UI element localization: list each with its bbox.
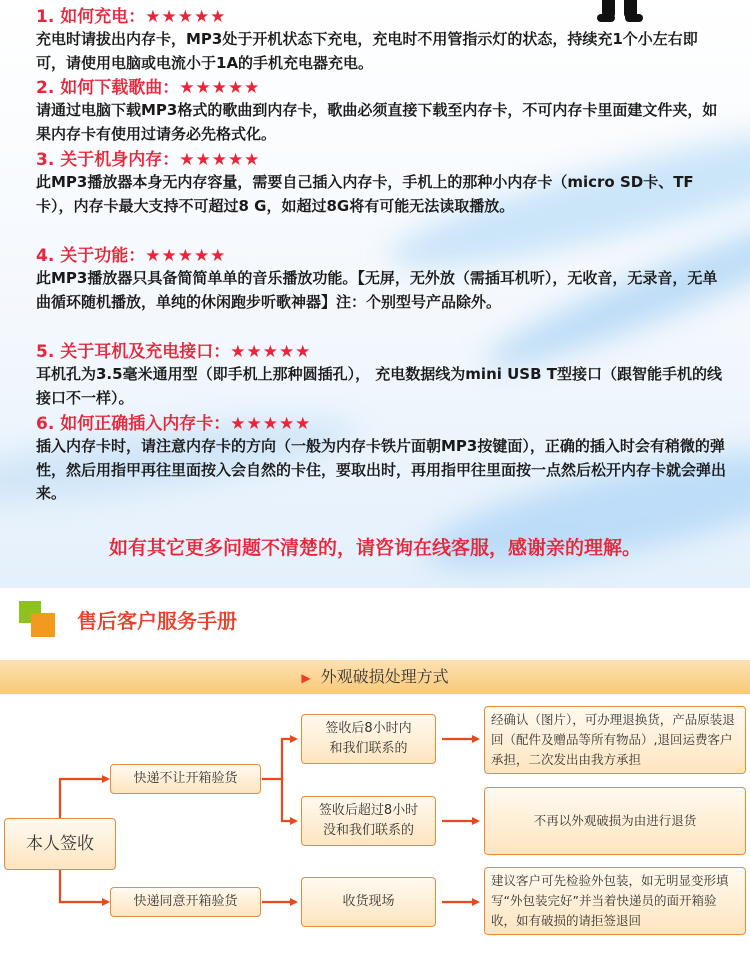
damage-handling-banner bbox=[0, 660, 750, 694]
result-no-return-box: 不再以外观破损为由进行退货 bbox=[484, 787, 746, 855]
rating-stars: ★★★★★ bbox=[145, 7, 227, 27]
result-return-box: 经确认（图片），可办理退换货，产品原装退回（配件及赠品等所有物品）,退回运费客户承担，二次发出由我方承担 bbox=[484, 706, 746, 774]
connector-arrow bbox=[60, 870, 108, 902]
faq-question: 2. 如何下载歌曲：★★★★★ bbox=[36, 78, 261, 98]
over-8h-box: 签收后超过8小时 没和我们联系的 bbox=[301, 796, 436, 846]
faq-answer: 此MP3播放器只具备简简单单的音乐播放功能。【无屏，无外放（需插耳机听），无收音，无录音，无单曲循环随机播放，单纯的休闲跑步听歌神器】注：个别型号产品除外。 bbox=[36, 269, 718, 311]
faq-item bbox=[36, 77, 726, 146]
open-inspection-box: 快递同意开箱验货 bbox=[110, 887, 261, 917]
triangle-right-icon: ▶ bbox=[301, 671, 311, 685]
faq-question: 1. 如何充电：★★★★★ bbox=[36, 7, 227, 27]
faq-answer: 请通过电脑下载MP3格式的歌曲到内存卡，歌曲必须直接下载至内存卡，不可内存卡里面建文件夹，如果内存卡有使用过请务必先格式化。 bbox=[36, 101, 718, 143]
no-open-inspection-box: 快递不让开箱验货 bbox=[110, 764, 261, 794]
faq-item bbox=[36, 245, 726, 314]
faq-answer: 此MP3播放器本身无内存容量，需要自己插入内存卡，手机上的那种小内存卡（micro SD卡、TF卡），内存卡最大支持不可超过8 G，如超过8G将有可能无法读取播放。 bbox=[36, 173, 694, 215]
rating-stars: ★★★★★ bbox=[179, 78, 261, 98]
within-8h-box: 签收后8小时内 和我们联系的 bbox=[301, 714, 436, 764]
faq-question: 4. 关于功能：★★★★★ bbox=[36, 246, 227, 266]
result-advice-box: 建议客户可先检验外包装，如无明显变形填写“外包装完好”并当着快递员的面开箱验收，如有破损的请拒签退回 bbox=[484, 867, 746, 935]
section-title: 售后客户服务手册 bbox=[77, 609, 237, 633]
faq-answer: 充电时请拔出内存卡，MP3处于开机状态下充电，充电时不用管指示灯的状态，持续充1个小左右即可，请使用电脑或电流小于1A的手机充电器充电。 bbox=[36, 30, 698, 72]
rating-stars: ★★★★★ bbox=[179, 150, 261, 170]
faq-answer: 耳机孔为3.5毫米通用型（即手机上那种圆插孔）， 充电数据线为mini USB T型接口（跟智能手机的线接口不一样）。 bbox=[36, 365, 722, 407]
rating-stars: ★★★★★ bbox=[230, 414, 312, 434]
faq-question: 3. 关于机身内存：★★★★★ bbox=[36, 150, 261, 170]
faq-item bbox=[36, 149, 726, 218]
receive-scene-box: 收货现场 bbox=[301, 877, 436, 927]
banner-label: 外观破损处理方式 bbox=[320, 667, 449, 686]
connector-arrow bbox=[60, 779, 108, 818]
closing-note: 如有其它更多问题不清楚的，请咨询在线客服，感谢亲的理解。 bbox=[108, 537, 641, 559]
service-header bbox=[0, 588, 750, 658]
rating-stars: ★★★★★ bbox=[145, 246, 227, 266]
root-signed-box: 本人签收 bbox=[4, 818, 116, 870]
connector-arrow bbox=[282, 779, 296, 821]
rating-stars: ★★★★★ bbox=[230, 342, 312, 362]
faq-question: 5. 关于耳机及充电接口：★★★★★ bbox=[36, 342, 312, 362]
connector-arrow bbox=[282, 739, 296, 779]
orange-square-icon bbox=[31, 613, 55, 637]
faq-question: 6. 如何正确插入内存卡：★★★★★ bbox=[36, 414, 312, 434]
faq-item bbox=[36, 413, 726, 506]
faq-answer: 插入内存卡时，请注意内存卡的方向（一般为内存卡铁片面朝MP3按键面），正确的插入时会有稍微的弹性，然后用指甲再往里面按入会自然的卡住，要取出时，再用指甲往里面按一点然后松开内存卡就会弹出来。 bbox=[36, 437, 727, 502]
faq-item bbox=[36, 341, 726, 410]
faq-item bbox=[36, 6, 726, 75]
